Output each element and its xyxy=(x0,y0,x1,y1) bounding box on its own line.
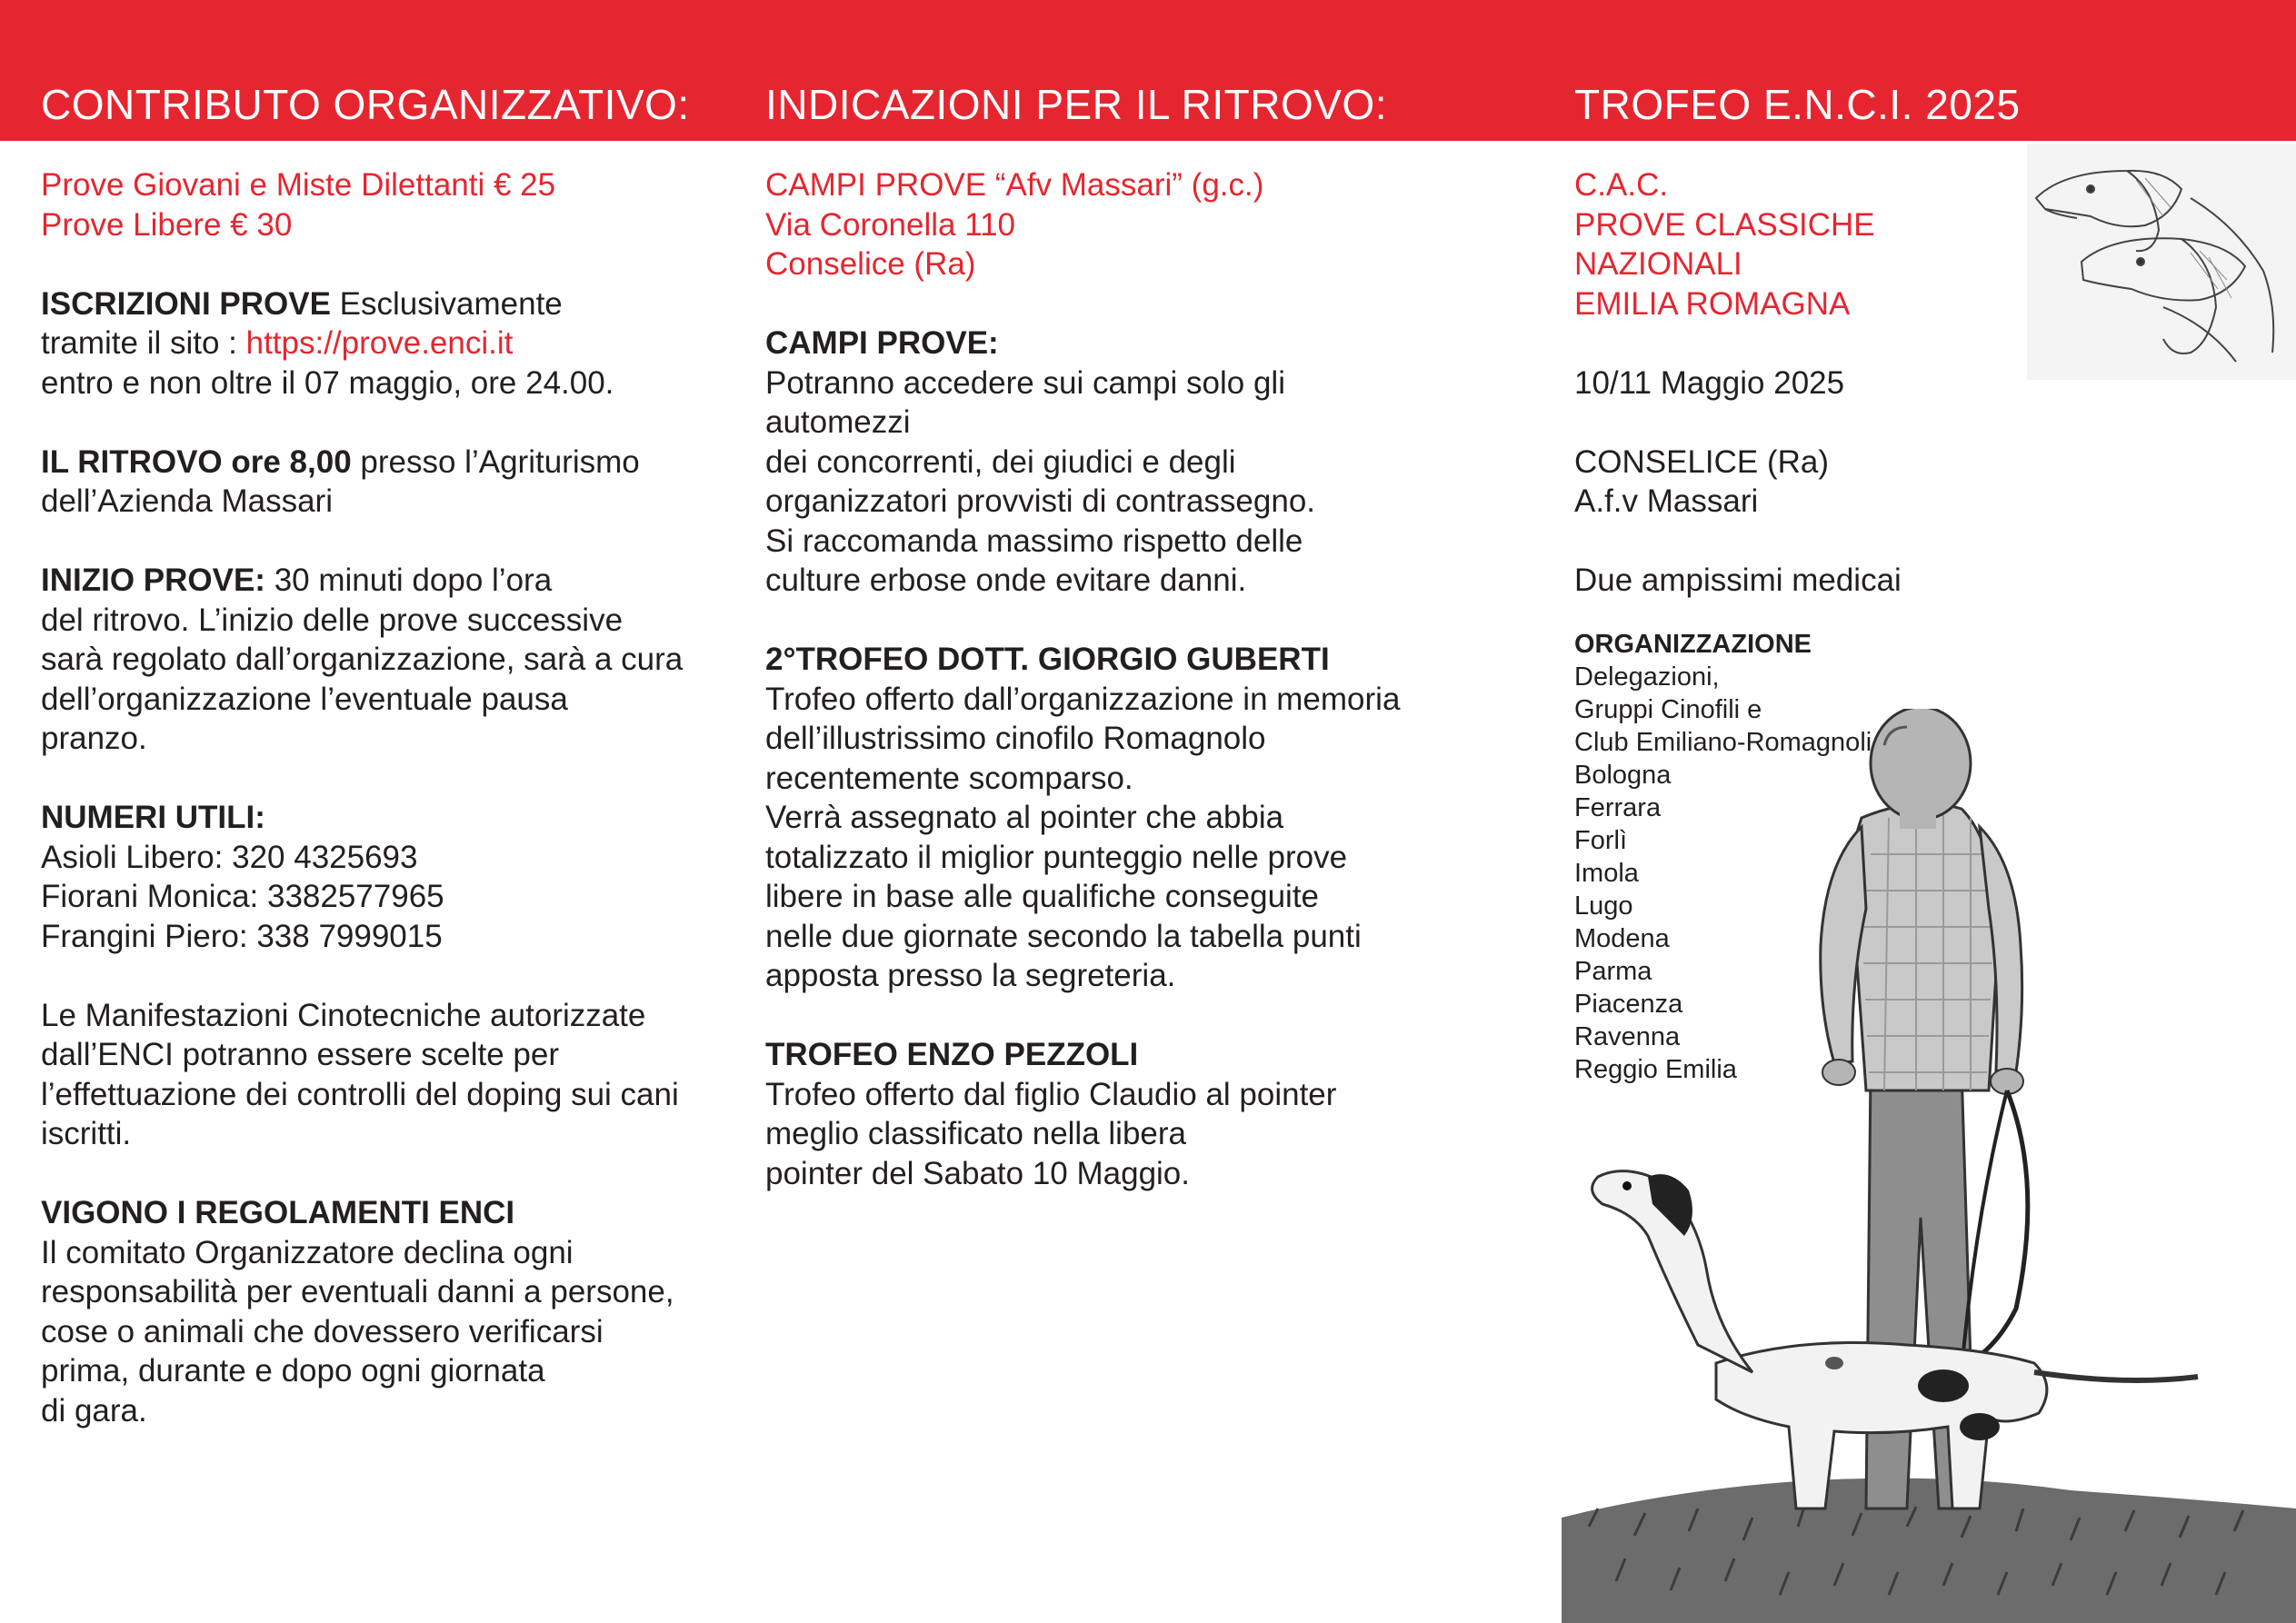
trofeo-title-line: EMILIA ROMAGNA xyxy=(1574,285,1851,322)
event-fields: Due ampissimi medicai xyxy=(1574,563,1902,598)
guberti-text: dell’illustrissimo cinofilo Romagnolo xyxy=(765,721,1266,756)
iscrizioni-deadline: entro e non oltre il 07 maggio, ore 24.00. xyxy=(41,364,614,401)
iscrizioni-label: ISCRIZIONI PROVE xyxy=(41,285,331,322)
address-line: Conselice (Ra) xyxy=(765,246,976,282)
guberti-text: Trofeo offerto dall’organizzazione in memoria xyxy=(765,681,1401,717)
org-item: Gruppi Cinofili e xyxy=(1574,694,1762,724)
regolamenti-label: VIGONO I REGOLAMENTI ENCI xyxy=(41,1195,515,1230)
campi-text: culture erbose onde evitare danni. xyxy=(765,563,1247,598)
ritrovo-text: presso l’Agriturismo xyxy=(351,443,640,480)
pezzoli-label: TROFEO ENZO PEZZOLI xyxy=(765,1037,1139,1072)
guberti-text: recentemente scomparso. xyxy=(765,760,1133,796)
org-item: Parma xyxy=(1574,956,1652,986)
org-item: Reggio Emilia xyxy=(1574,1054,1737,1084)
column-ritrovo xyxy=(765,165,1492,1193)
column-contributo xyxy=(41,165,750,1430)
doping-text: Le Manifestazioni Cinotecniche autorizzate xyxy=(41,997,646,1033)
guberti-text: apposta presso la segreteria. xyxy=(765,958,1176,993)
col3-title: TROFEO E.N.C.I. 2025 xyxy=(1574,81,2021,128)
event-date: 10/11 Maggio 2025 xyxy=(1574,364,1845,401)
campi-label: CAMPI PROVE: xyxy=(765,325,999,361)
org-item: Piacenza xyxy=(1574,989,1683,1019)
iscrizioni-link[interactable]: https://prove.enci.it xyxy=(245,325,514,361)
inizio-text: sarà regolato dall’organizzazione, sarà a cura xyxy=(41,642,684,677)
fee-line: Prove Giovani e Miste Dilettanti € 25 xyxy=(41,167,556,203)
ritrovo-paragraph xyxy=(41,443,750,483)
iscrizioni-paragraph xyxy=(41,284,750,324)
dog-heads-sketch xyxy=(2027,144,2296,380)
col2-title: INDICAZIONI PER IL RITROVO: xyxy=(765,81,1387,128)
org-item: Club Emiliano-Romagnoli xyxy=(1574,727,1872,757)
iscrizioni-text: Esclusivamente xyxy=(330,285,563,322)
guberti-text: libere in base alle qualifiche conseguite xyxy=(765,879,1320,914)
organizzazione-label: ORGANIZZAZIONE xyxy=(1574,629,1812,659)
pezzoli-text: pointer del Sabato 10 Maggio. xyxy=(765,1155,1190,1191)
trofeo-title-line: NAZIONALI xyxy=(1574,246,1742,282)
guberti-text: totalizzato il miglior punteggio nelle prove xyxy=(765,839,1348,875)
pezzoli-text: meglio classificato nella libera xyxy=(765,1116,1186,1151)
phone-line: Frangini Piero: 338 7999015 xyxy=(41,918,443,954)
trofeo-title-line: C.A.C. xyxy=(1574,167,1669,203)
header-bar xyxy=(0,0,2296,141)
ritrovo-label: IL RITROVO ore 8,00 xyxy=(41,443,352,480)
guberti-text: nelle due giornate secondo la tabella punti xyxy=(765,918,1362,954)
inizio-label: INIZIO PROVE: xyxy=(41,563,265,598)
campi-text: automezzi xyxy=(765,404,911,440)
campi-text: dei concorrenti, dei giudici e degli xyxy=(765,443,1236,480)
org-item: Ravenna xyxy=(1574,1021,1681,1051)
inizio-text: 30 minuti dopo l’ora xyxy=(265,563,553,598)
phone-line: Fiorani Monica: 3382577965 xyxy=(41,879,444,914)
inizio-text: del ritrovo. L’inizio delle prove successive xyxy=(41,602,624,638)
org-item: Forlì xyxy=(1574,825,1627,855)
regolamenti-text: cose o animali che dovessero verificarsi xyxy=(41,1313,604,1349)
org-item: Imola xyxy=(1574,858,1639,888)
col1-title: CONTRIBUTO ORGANIZZATIVO: xyxy=(41,81,690,128)
iscrizioni-site-line xyxy=(41,324,750,363)
doping-text: iscritti. xyxy=(41,1116,132,1151)
org-item: Ferrara xyxy=(1574,792,1662,822)
numeri-label: NUMERI UTILI: xyxy=(41,800,265,835)
fee-line: Prove Libere € 30 xyxy=(41,206,293,243)
regolamenti-text: responsabilità per eventuali danni a persone, xyxy=(41,1274,674,1309)
org-item: Modena xyxy=(1574,923,1670,953)
doping-text: l’effettuazione dei controlli del doping sui cani xyxy=(41,1076,679,1112)
event-place: A.f.v Massari xyxy=(1574,483,1759,519)
inizio-paragraph xyxy=(41,561,750,601)
org-item: Delegazioni, xyxy=(1574,662,1720,692)
address-line: CAMPI PROVE “Afv Massari” (g.c.) xyxy=(765,167,1264,203)
doping-text: dall’ENCI potranno essere scelte per xyxy=(41,1037,560,1072)
org-item: Lugo xyxy=(1574,891,1633,921)
org-item: Bologna xyxy=(1574,760,1672,790)
ritrovo-text: dell’Azienda Massari xyxy=(41,483,333,519)
inizio-text: pranzo. xyxy=(41,721,147,756)
phone-line: Asioli Libero: 320 4325693 xyxy=(41,839,418,875)
campi-text: Potranno accedere sui campi solo gli xyxy=(765,364,1285,401)
regolamenti-text: di gara. xyxy=(41,1392,147,1429)
guberti-text: Verrà assegnato al pointer che abbia xyxy=(765,800,1284,835)
iscrizioni-text: tramite il sito : xyxy=(41,325,246,361)
pezzoli-text: Trofeo offerto dal figlio Claudio al pointer xyxy=(765,1076,1337,1112)
trofeo-title-line: PROVE CLASSICHE xyxy=(1574,206,1875,243)
regolamenti-text: Il comitato Organizzatore declina ogni xyxy=(41,1234,574,1270)
inizio-text: dell’organizzazione l’eventuale pausa xyxy=(41,681,568,717)
address-line: Via Coronella 110 xyxy=(765,206,1016,243)
event-place: CONSELICE (Ra) xyxy=(1574,443,1830,480)
column-trofeo xyxy=(1574,165,2002,1086)
regolamenti-text: prima, durante e dopo ogni giornata xyxy=(41,1353,545,1389)
campi-text: organizzatori provvisti di contrassegno. xyxy=(765,483,1316,519)
campi-text: Si raccomanda massimo rispetto delle xyxy=(765,523,1303,559)
guberti-label: 2°TROFEO DOTT. GIORGIO GUBERTI xyxy=(765,642,1330,677)
